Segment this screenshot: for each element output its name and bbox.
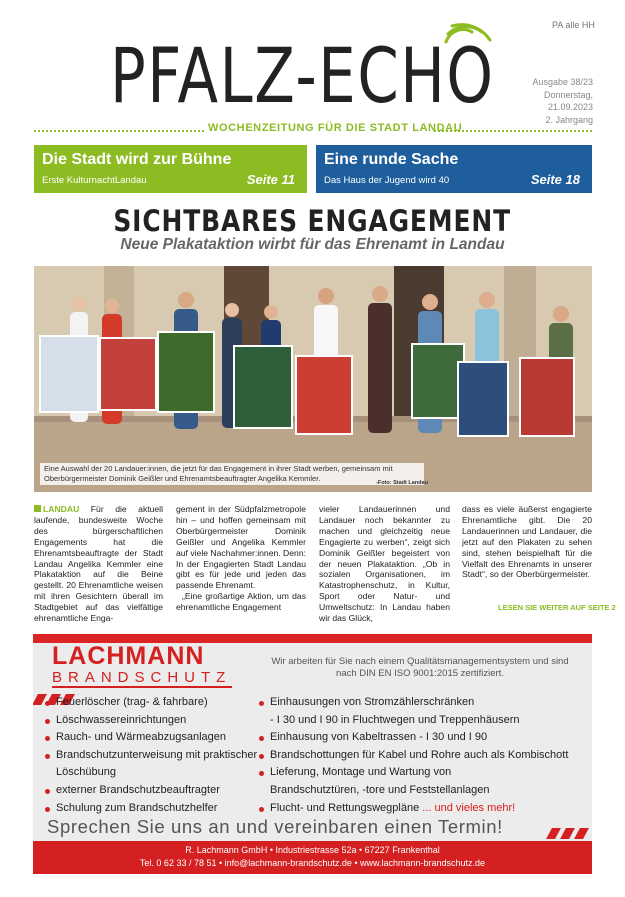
company-contact[interactable]: Tel. 0 62 33 / 78 51 • info@lachmann-brandschutz.de • www.lachmann-brandschutz.de [139, 857, 486, 868]
list-item-line: Lieferung, Montage und Wartung von [270, 766, 452, 779]
list-item: Löschwassereinrichtungen [45, 712, 267, 730]
group-photo [34, 266, 592, 492]
issue-volume: 2. Jahrgang [545, 114, 593, 125]
brand-underline [52, 686, 232, 688]
dotted-rule-left [34, 130, 204, 132]
list-item [259, 764, 589, 799]
list-item [259, 694, 589, 729]
issue-info [497, 76, 593, 126]
list-item-line: Flucht- und Rettungswegpläne [270, 801, 420, 814]
list-item: Einhausung von Kabeltrassen - I 30 und I 90 [259, 729, 589, 747]
column-4-text: dass es viele äußerst engagierte Ehrenamtliche gibt. Die 20 Landauerinnen und Landauer, die jetzt auf den Plakaten zu sehen sind, stehen beispielhaft für die Vielfalt des Ehrenamts in unserer Stadt“, so der Oberbürgermeister. [462, 504, 592, 580]
column-1-text: Für die aktuell laufende, bundesweite Woche des bürgerschaftlichen Engagements hat die Ehrenamtsbeauftragte der Stadt Landau Angelika Kemmler eine Plakataktion auf die Beine gestellt. 20 Ehrenamtliche weisen mit ihren Gesichtern überall im Stadtgebiet auf das vielfältige ehrenamtliche Enga- [34, 504, 164, 624]
photo-caption: Eine Auswahl der 20 Landauer:innen, die jetzt für das Engagement in ihrer Stadt werben, gemeinsam mit Oberbürgermeister Dominik Geißler und Ehrenamtsbeauftragter Angelika Kemmler. [40, 463, 424, 485]
list-item: externer Brandschutzbeauftragter [45, 782, 267, 800]
edition-tag: PA alle HH [552, 20, 595, 30]
article-headline [0, 204, 625, 238]
teaser-title: Eine runde Sache [324, 151, 459, 168]
headline-text: SICHTBARES ENGAGEMENT [113, 204, 512, 238]
teaser-subtitle: Das Haus der Jugend wird 40 [324, 175, 450, 186]
article-column-3 [319, 504, 450, 624]
dateline: LANDAU [43, 504, 80, 514]
company-address: R. Lachmann GmbH • Industriestrasse 52a • 67227 Frankenthal [185, 845, 440, 855]
list-item-line: Einhausungen von Stromzählerschränken [270, 696, 475, 708]
brand-name: LACHMANN [52, 642, 205, 670]
service-list-left [45, 694, 267, 817]
issue-number: Ausgabe 38/23 [532, 77, 593, 87]
dateline-marker [34, 505, 41, 512]
teaser-title: Die Stadt wird zur Bühne [42, 151, 232, 168]
teaser-kulturnacht[interactable] [34, 145, 307, 193]
article-column-1 [34, 504, 163, 624]
column-2-text-a: gement in der Südpfalzmetropole hin – und hoffen gemeinsam mit Oberbürgermeister Dominik Geißler und Angelika Kemmler auf viele Nachahmer:innen. Denn: In der Engagierten Stadt Landau gibt es für jede und jeden das passende Ehrenamt. [176, 504, 306, 591]
quality-statement: Wir arbeiten für Sie nach einem Qualitätsmanagementsystem und sind nach DIN EN ISO 9001:2015 zertifiziert. [271, 656, 569, 679]
ad-footer [33, 841, 592, 874]
newspaper-subtitle: WOCHENZEITUNG FÜR DIE STADT LANDAU [208, 122, 463, 134]
article-column-2 [176, 504, 306, 613]
newspaper-title: PFALZ-ECHO [110, 31, 495, 120]
list-item: Rauch- und Wärmeabzugsanlagen [45, 729, 267, 747]
stripes-right-icon [549, 826, 591, 837]
list-item [259, 800, 589, 818]
list-item: Feuerlöscher (trag- & fahrbare) [45, 694, 267, 712]
brand-subtitle: BRANDSCHUTZ [52, 669, 232, 686]
read-more-link[interactable]: LESEN SIE WEITER AUF SEITE 2 [498, 603, 616, 612]
article-deck: Neue Plakataktion wirbt für das Ehrenamt in Landau [120, 236, 505, 253]
teaser-subtitle: Erste KulturnachtLandau [42, 175, 147, 186]
and-more-text: ... und vieles mehr! [422, 801, 516, 814]
lachmann-advertisement [33, 634, 592, 874]
photo-credit: -Foto: Stadt Landau [376, 480, 428, 486]
issue-date: Donnerstag, 21.09.2023 [543, 89, 593, 112]
signal-arcs-icon [442, 22, 494, 66]
list-item-subline: Brandschutztüren, -tore und Feststellanlagen [270, 783, 490, 796]
call-to-action: Sprechen Sie uns an und vereinbaren einen Termin! [47, 816, 503, 837]
list-item-subline: - I 30 und I 90 in Fluchtwegen und Treppenhäusern [270, 713, 520, 726]
list-item: Brandschottungen für Kabel und Rohre auch als Kombischott [259, 747, 589, 765]
column-3-text: vieler Landauerinnen und Landauer noch bekannter zu machen und gleichzeitig neue Engagierte zu werben“, zeigt sich Dominik Geißler begeistert von der neuen Plakataktion. „Ob in sozialen Organisationen, im Katastrophenschutz, in Kultur, Sport oder Natur- und Umweltschutz: In Landau haben wir das Glück, [319, 504, 450, 624]
article-column-4 [462, 504, 592, 580]
service-list-right [259, 694, 589, 817]
teaser-page: Seite 11 [246, 172, 295, 187]
teaser-page: Seite 18 [530, 172, 580, 187]
column-2-text-b: „Eine großartige Aktion, um das ehrenamtliche Engagement [176, 591, 306, 613]
teaser-haus-der-jugend[interactable] [316, 145, 592, 193]
list-item: Brandschutzunterweisung mit praktischer Löschübung [45, 747, 267, 782]
list-item: Schulung zum Brandschutzhelfer [45, 800, 267, 818]
dotted-rule-right [434, 130, 592, 132]
